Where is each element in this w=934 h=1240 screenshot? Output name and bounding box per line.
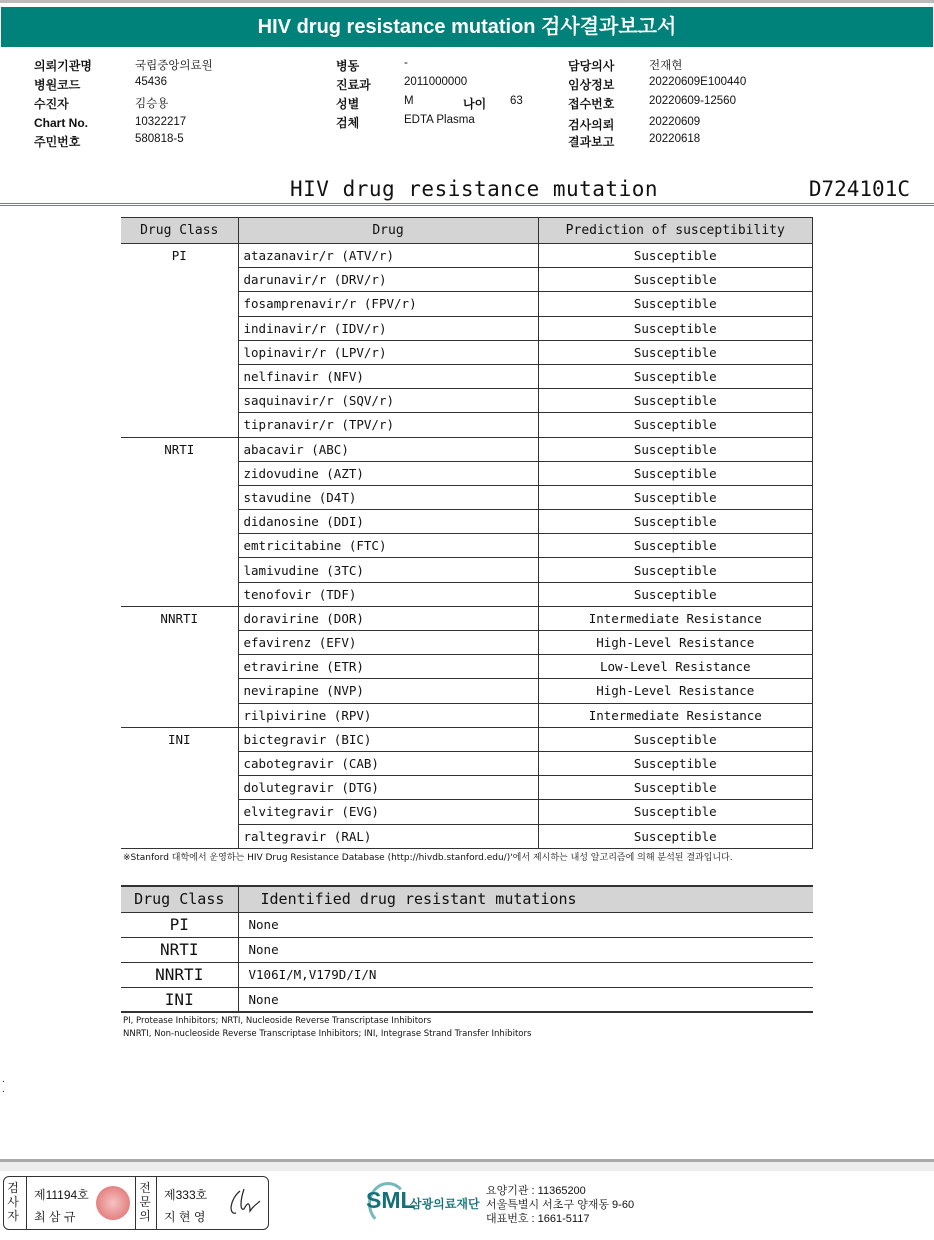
drug-cell: cabotegravir (CAB) xyxy=(238,751,538,775)
drug-cell: didanosine (DDI) xyxy=(238,510,538,534)
prediction-cell: Susceptible xyxy=(538,461,813,485)
prediction-cell: Susceptible xyxy=(538,340,813,364)
prediction-cell: Susceptible xyxy=(538,800,813,824)
info-value: EDTA Plasma xyxy=(404,114,475,126)
drug-cell: tenofovir (TDF) xyxy=(238,582,538,606)
info-value: 김승용 xyxy=(135,98,169,110)
drug-cell: bictegravir (BIC) xyxy=(238,727,538,751)
drug-cell: zidovudine (AZT) xyxy=(238,461,538,485)
info-label: 진료과 xyxy=(336,78,371,92)
info-value: 20220609-12560 xyxy=(649,95,736,107)
info-label: 담당의사 xyxy=(568,59,615,73)
drug-cell: tipranavir/r (TPV/r) xyxy=(238,413,538,437)
info-value: 10322217 xyxy=(135,116,187,128)
table-row xyxy=(121,244,813,268)
abbreviation-line: PI, Protease Inhibitors; NRTI, Nucleoside Reverse Transcriptase Inhibitors xyxy=(123,1016,432,1026)
prediction-cell: Susceptible xyxy=(538,558,813,582)
drug-cell: lamivudine (3TC) xyxy=(238,558,538,582)
info-label: 주민번호 xyxy=(34,135,81,149)
prediction-cell: Susceptible xyxy=(538,316,813,340)
info-value: 국립중앙의료원 xyxy=(135,60,213,72)
table-row xyxy=(121,606,813,630)
drug-class-cell: NNRTI xyxy=(121,962,238,987)
table-row xyxy=(121,912,813,937)
prediction-cell: High-Level Resistance xyxy=(538,679,813,703)
mutation-table xyxy=(121,885,813,1013)
drug-cell: doravirine (DOR) xyxy=(238,606,538,630)
col-drug-class: Drug Class xyxy=(121,886,238,912)
drug-class-cell: PI xyxy=(121,912,238,937)
info-value: M xyxy=(404,95,414,107)
col-prediction: Prediction of susceptibility xyxy=(538,218,813,244)
prediction-cell: Susceptible xyxy=(538,244,813,268)
prediction-cell: Susceptible xyxy=(538,413,813,437)
info-label: 병동 xyxy=(336,59,360,73)
database-note: ※Stanford 대학에서 운영하는 HIV Drug Resistance Database (http://hivdb.stanford.edu/)'에서 제시하는 내성 알고리즘에 의해 분석된 결과입니다. xyxy=(123,853,733,863)
seal-stamp xyxy=(96,1186,130,1220)
info-label: 결과보고 xyxy=(568,135,615,149)
drug-cell: indinavir/r (IDV/r) xyxy=(238,316,538,340)
info-value: 20220609 xyxy=(649,116,701,128)
mutation-cell: None xyxy=(238,987,813,1012)
mutation-cell: None xyxy=(238,912,813,937)
drug-cell: saquinavir/r (SQV/r) xyxy=(238,389,538,413)
report-title: HIV drug resistance mutation xyxy=(290,177,659,201)
prediction-cell: Susceptible xyxy=(538,510,813,534)
prediction-cell: Intermediate Resistance xyxy=(538,703,813,727)
info-value: 580818-5 xyxy=(135,133,184,145)
drug-cell: fosamprenavir/r (FPV/r) xyxy=(238,292,538,316)
abbreviation-line: NNRTI, Non-nucleoside Reverse Transcriptase Inhibitors; INI, Integrase Strand Transfer Inhibitors xyxy=(123,1029,532,1039)
reviewer-license: 제333호 xyxy=(164,1188,208,1202)
prediction-cell: Low-Level Resistance xyxy=(538,655,813,679)
col-mutations: Identified drug resistant mutations xyxy=(238,886,813,912)
examiner-name: 최 삼 규 xyxy=(34,1210,76,1224)
col-drug: Drug xyxy=(238,218,538,244)
drug-cell: efavirenz (EFV) xyxy=(238,631,538,655)
reviewer-label: 전문의 xyxy=(139,1181,151,1223)
table-row xyxy=(121,987,813,1012)
drug-class-cell: NNRTI xyxy=(121,606,238,727)
drug-cell: atazanavir/r (ATV/r) xyxy=(238,244,538,268)
info-label: 검사의뢰 xyxy=(568,118,615,132)
prediction-cell: Susceptible xyxy=(538,582,813,606)
prediction-cell: High-Level Resistance xyxy=(538,631,813,655)
drug-cell: dolutegravir (DTG) xyxy=(238,776,538,800)
abbreviations xyxy=(123,1015,531,1041)
info-value: 전재현 xyxy=(649,60,683,72)
drug-class-cell: NRTI xyxy=(121,937,238,962)
drug-class-cell: INI xyxy=(121,727,238,848)
info-label: 수진자 xyxy=(34,97,69,111)
info-label: 접수번호 xyxy=(568,97,615,111)
drug-cell: raltegravir (RAL) xyxy=(238,824,538,848)
examiner-label: 검사자 xyxy=(7,1181,19,1223)
prediction-cell: Susceptible xyxy=(538,727,813,751)
info-value: 45436 xyxy=(135,76,167,88)
info-value: - xyxy=(404,57,408,69)
prediction-cell: Susceptible xyxy=(538,437,813,461)
drug-cell: darunavir/r (DRV/r) xyxy=(238,268,538,292)
prediction-cell: Susceptible xyxy=(538,364,813,388)
prediction-cell: Susceptible xyxy=(538,776,813,800)
prediction-cell: Susceptible xyxy=(538,534,813,558)
drug-class-cell: PI xyxy=(121,244,238,438)
org-address: 요양기관 : 11365200 서울특별시 서초구 양재동 9-60 대표번호 : 1661-5117 xyxy=(486,1185,635,1225)
prediction-cell: Susceptible xyxy=(538,292,813,316)
prediction-cell: Susceptible xyxy=(538,268,813,292)
report-banner: HIV drug resistance mutation 검사결과보고서 xyxy=(1,7,933,47)
susceptibility-table xyxy=(121,217,813,849)
drug-cell: nevirapine (NVP) xyxy=(238,679,538,703)
info-label: Chart No. xyxy=(34,116,88,130)
drug-cell: lopinavir/r (LPV/r) xyxy=(238,340,538,364)
drug-cell: emtricitabine (FTC) xyxy=(238,534,538,558)
prediction-cell: Intermediate Resistance xyxy=(538,606,813,630)
table-row xyxy=(121,727,813,751)
info-label: 병원코드 xyxy=(34,78,81,92)
drug-cell: etravirine (ETR) xyxy=(238,655,538,679)
mutation-cell: V106I/M,V179D/I/N xyxy=(238,962,813,987)
drug-cell: abacavir (ABC) xyxy=(238,437,538,461)
margin-marks: . . xyxy=(2,1075,5,1095)
drug-class-cell: NRTI xyxy=(121,437,238,606)
drug-cell: rilpivirine (RPV) xyxy=(238,703,538,727)
reviewer-name: 지 현 영 xyxy=(164,1210,206,1224)
info-label: 검체 xyxy=(336,116,360,130)
info-label: 임상정보 xyxy=(568,78,615,92)
examiner-license: 제11194호 xyxy=(34,1188,89,1202)
drug-cell: elvitegravir (EVG) xyxy=(238,800,538,824)
info-label: 성별 xyxy=(336,97,360,111)
prediction-cell: Susceptible xyxy=(538,485,813,509)
table-row xyxy=(121,962,813,987)
top-border xyxy=(0,0,934,3)
signature-box xyxy=(3,1176,269,1230)
drug-class-cell: INI xyxy=(121,987,238,1012)
drug-cell: stavudine (D4T) xyxy=(238,485,538,509)
table-row xyxy=(121,937,813,962)
signature xyxy=(226,1187,262,1219)
report-title-bar xyxy=(0,176,934,206)
info-label: 의뢰기관명 xyxy=(34,59,92,73)
age-label: 나이 xyxy=(463,97,487,111)
drug-cell: nelfinavir (NFV) xyxy=(238,364,538,388)
prediction-cell: Susceptible xyxy=(538,824,813,848)
info-value: 2011000000 xyxy=(404,76,468,88)
info-value: 20220609E100440 xyxy=(649,76,747,88)
info-value: 20220618 xyxy=(649,133,701,145)
report-code: D724101C xyxy=(808,177,910,201)
prediction-cell: Susceptible xyxy=(538,389,813,413)
age-value: 63 xyxy=(510,95,523,107)
col-drug-class: Drug Class xyxy=(121,218,238,244)
prediction-cell: Susceptible xyxy=(538,751,813,775)
table-row xyxy=(121,437,813,461)
mutation-cell: None xyxy=(238,937,813,962)
footer-divider xyxy=(0,1159,934,1171)
